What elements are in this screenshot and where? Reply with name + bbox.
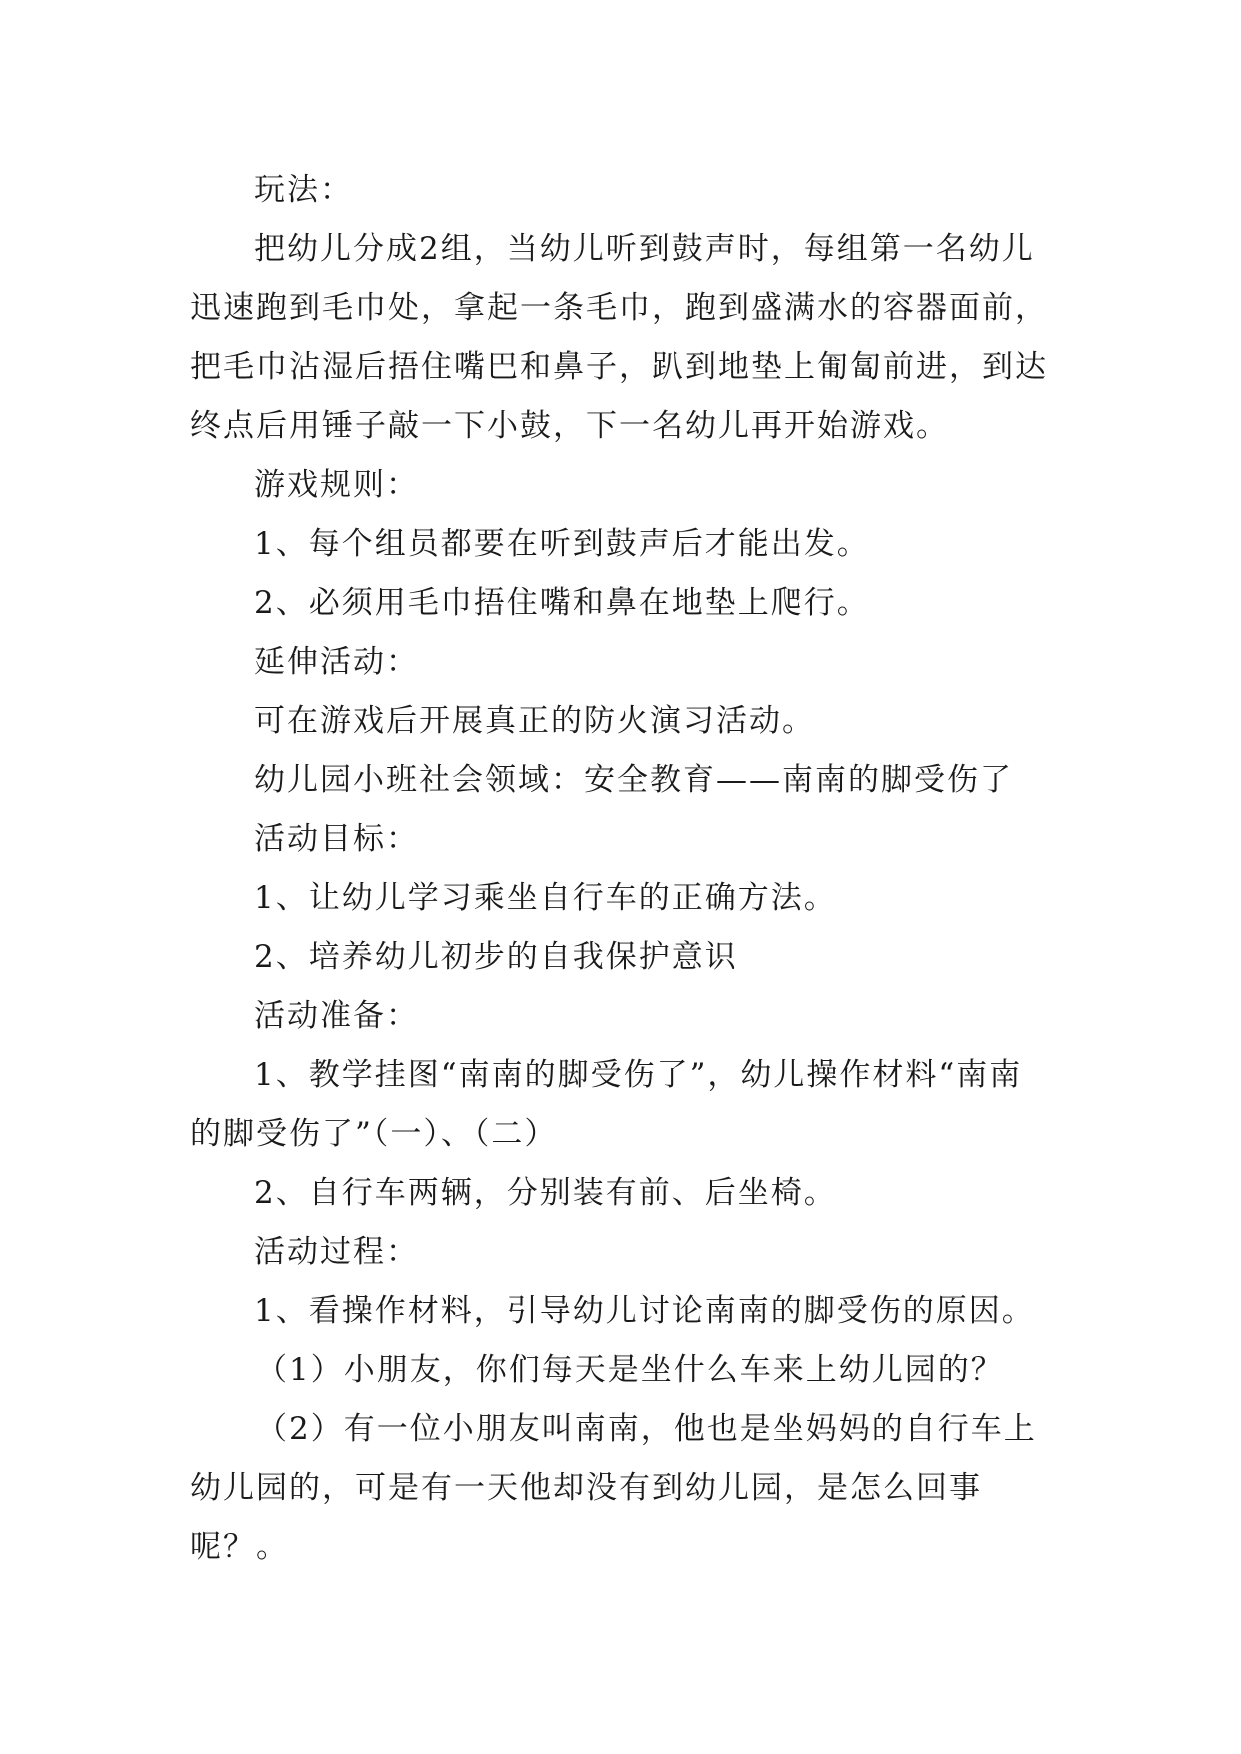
heading-game-rules: 游戏规则： [254,467,419,503]
paragraph-line: 把毛巾沾湿后捂住嘴巴和鼻子，趴到地垫上匍匐前进，到达 [190,349,1048,385]
paragraph-line: 把幼儿分成2组，当幼儿听到鼓声时，每组第一名幼儿 [254,231,1035,267]
list-item: 1、每个组员都要在听到鼓声后才能出发。 [254,526,870,562]
paragraph-line: 终点后用锤子敲一下小鼓，下一名幼儿再开始游戏。 [190,408,949,444]
list-item: 2、培养幼儿初步的自我保护意识 [254,939,738,975]
sub-item: （1）小朋友，你们每天是坐什么车来上幼儿园的？ [256,1352,1004,1388]
list-item: 1、教学挂图“南南的脚受伤了”，幼儿操作材料“南南 [254,1057,1023,1093]
list-item: 1、让幼儿学习乘坐自行车的正确方法。 [254,880,837,916]
paragraph-line: 迅速跑到毛巾处，拿起一条毛巾，跑到盛满水的容器面前， [190,290,1048,326]
heading-preparation: 活动准备： [254,998,419,1034]
paragraph-line: 可在游戏后开展真正的防火演习活动。 [254,703,815,739]
list-item: 1、看操作材料，引导幼儿讨论南南的脚受伤的原因。 [254,1293,1035,1329]
section-title: 幼儿园小班社会领域：安全教育——南南的脚受伤了 [254,762,1013,798]
heading-goals: 活动目标： [254,821,419,857]
list-item-continuation: 的脚受伤了”（一）、（二） [190,1116,558,1152]
list-item: 2、自行车两辆，分别装有前、后坐椅。 [254,1175,837,1211]
sub-item: （2）有一位小朋友叫南南，他也是坐妈妈的自行车上 [256,1411,1037,1447]
sub-item-continuation: 幼儿园的，可是有一天他却没有到幼儿园，是怎么回事 [190,1470,982,1506]
heading-gameplay: 玩法： [254,172,353,208]
heading-process: 活动过程： [254,1234,419,1270]
list-item: 2、必须用毛巾捂住嘴和鼻在地垫上爬行。 [254,585,870,621]
heading-extension: 延伸活动： [254,644,419,680]
sub-item-continuation: 呢？。 [190,1529,289,1565]
